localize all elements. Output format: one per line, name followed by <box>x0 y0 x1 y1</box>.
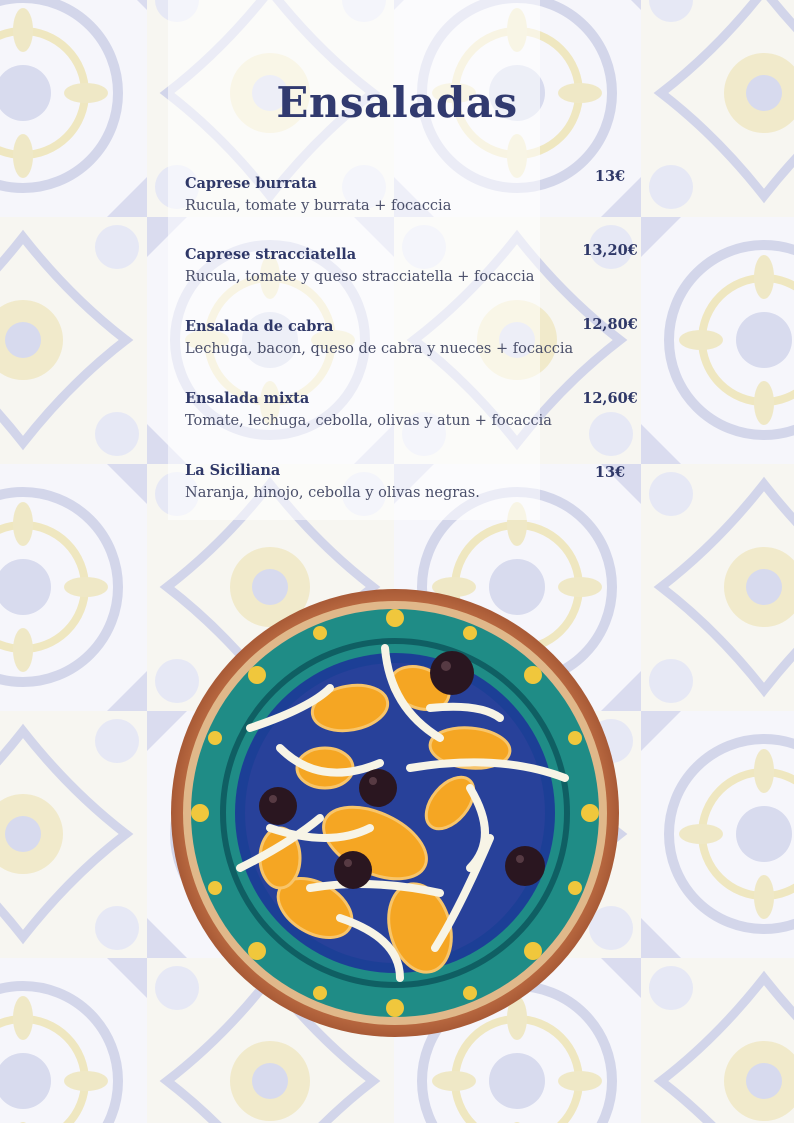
item-name: Ensalada mixta <box>185 390 310 407</box>
item-name: Ensalada de cabra <box>185 318 334 335</box>
item-name: Caprese burrata <box>185 175 317 192</box>
item-price: 13,20€ <box>582 242 638 259</box>
item-description: Rucula, tomate y burrata + focaccia <box>185 198 452 214</box>
item-description: Lechuga, bacon, queso de cabra y nueces + focaccia <box>185 341 574 357</box>
item-price: 12,80€ <box>582 316 638 333</box>
item-price: 13€ <box>594 168 626 185</box>
page-title: Ensaladas <box>276 78 518 127</box>
item-description: Tomate, lechuga, cebolla, olivas y atun + focaccia <box>185 413 552 429</box>
item-price: 12,60€ <box>582 390 638 407</box>
item-name: Caprese stracciatella <box>185 246 357 263</box>
item-name: La Siciliana <box>185 462 281 479</box>
salad-plate-image <box>170 588 620 1038</box>
item-description: Rucula, tomate y queso stracciatella + focaccia <box>185 269 535 285</box>
item-description: Naranja, hinojo, cebolla y olivas negras. <box>185 485 480 501</box>
item-price: 13€ <box>594 464 626 481</box>
